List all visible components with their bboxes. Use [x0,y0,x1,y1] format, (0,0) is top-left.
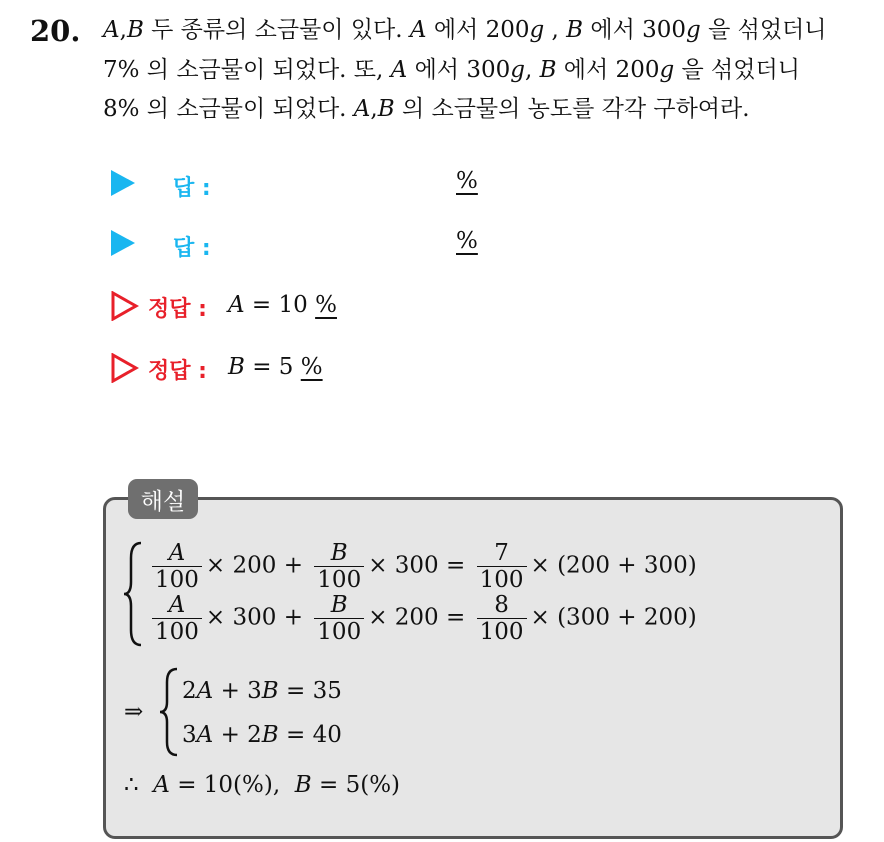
numerator: A [168,592,186,618]
numerator: B [330,592,348,618]
denominator: 100 [152,618,202,645]
coefficient: + 2 [213,722,262,748]
var-b: B [261,722,279,748]
fraction [314,540,364,593]
fraction [152,540,202,593]
text-segment: 7% 의 소금물이 되었다. 또, [103,57,391,83]
term: × 300 = [368,552,466,579]
system-equation-2 [182,722,342,748]
equation-row-2 [148,592,697,645]
fraction [477,540,527,593]
question-text-line-1 [103,19,826,42]
unit-g: g [659,57,675,83]
var-b: B [539,57,557,83]
equation-row-1 [148,540,697,593]
var-a: A [153,772,170,798]
fraction [477,592,527,645]
answer-label: 답 : [173,236,211,261]
result: = 40 [278,722,342,748]
var-b: B [261,678,279,704]
unit-g: g [510,57,525,83]
text-segment: 8% 의 소금물이 되었다. [103,96,354,122]
term: × 300 + [205,604,303,631]
coefficient: 3 [182,722,197,748]
denominator: 100 [314,618,364,645]
answer-unit[interactable]: % [456,228,478,254]
correct-answer-triangle-icon [111,291,139,321]
left-brace-icon [158,666,180,758]
numerator: B [330,540,348,566]
number: 300 [642,17,687,43]
numerator: 7 [494,540,509,566]
var-a: A [196,678,214,704]
solution-tag: 해설 [128,479,198,519]
spacer [139,772,154,798]
question-text-line-2 [103,59,800,82]
conclusion [124,772,400,798]
text-segment: 을 섞었더니 [700,17,827,43]
var-a: A [228,292,245,318]
var-b: B [566,17,584,43]
text-segment: 에서 300 [407,57,511,83]
correct-answer-label: 정답 : [148,297,207,322]
comma: , [370,96,378,122]
answer-equation: = 10 [244,292,316,318]
var-a: A [390,57,408,83]
text-segment: , [524,57,540,83]
var-b: B [228,354,245,380]
correct-answer-triangle-icon [111,353,139,383]
denominator: 100 [477,618,527,645]
spacer [280,772,295,798]
answer-unit: % [300,354,323,380]
text-segment: 에서 [426,17,486,43]
coefficient: + 3 [213,678,262,704]
answer-unit: % [315,292,337,318]
result: = 35 [278,678,342,704]
value-a: = 10(%), [169,772,281,798]
comma: , [119,17,127,43]
number: 200 [485,17,530,43]
text-segment: 의 소금물의 농도를 각각 구하여라. [394,96,750,122]
var-a: A [196,722,214,748]
term: × (200 + 300) [530,552,697,579]
answer-arrow-icon [111,230,135,256]
numerator: 8 [494,592,509,618]
coefficient: 2 [182,678,197,704]
answer-equation: = 5 [244,354,301,380]
term: × 200 + [205,552,303,579]
denominator: 100 [314,566,364,593]
therefore-symbol: ∴ [124,772,139,798]
text-segment: 두 종류의 소금물이 있다. [143,17,410,43]
fraction [314,592,364,645]
denominator: 100 [477,566,527,593]
correct-answer-value [228,354,323,380]
fraction [152,592,202,645]
answer-label: 답 : [173,176,211,201]
question-number: 20. [30,14,81,48]
text-segment: 에서 200 [556,57,660,83]
var-a: A [409,17,427,43]
question-text-line-3 [103,98,750,121]
var-b: B [294,772,312,798]
var-a: A [103,17,120,43]
numerator: A [168,540,186,566]
denominator: 100 [152,566,202,593]
text-segment: , [544,17,567,43]
answer-arrow-icon [111,170,135,196]
text-segment: 을 섞었더니 [674,57,800,83]
correct-answer-value [228,292,337,318]
var-a: A [353,96,371,122]
unit-g: g [529,17,545,43]
var-b: B [377,96,395,122]
answer-unit[interactable]: % [456,168,478,194]
term: × 200 = [368,604,466,631]
text-segment: 에서 [583,17,643,43]
value-b: = 5(%) [311,772,401,798]
unit-g: g [686,17,701,43]
implies-arrow: ⇒ [124,699,144,725]
left-brace-icon [122,540,144,648]
term: × (300 + 200) [530,604,697,631]
correct-answer-label: 정답 : [148,359,207,384]
var-b: B [126,17,144,43]
system-equation-1 [182,678,342,704]
